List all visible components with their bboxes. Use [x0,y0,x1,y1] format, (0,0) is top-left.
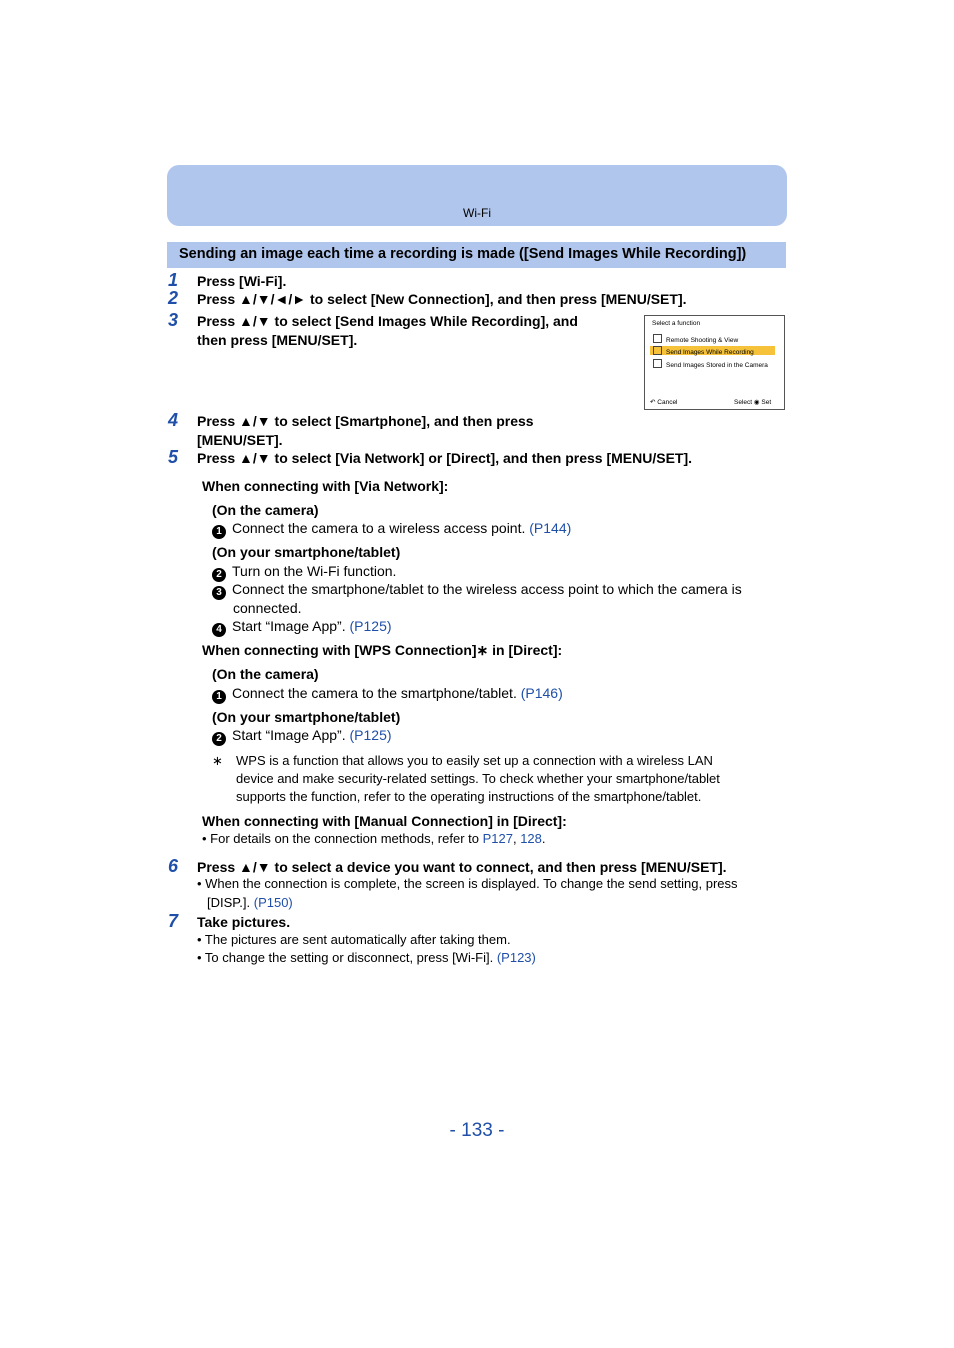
send-icon [653,346,662,355]
step-4-number: 4 [168,410,179,430]
via-network-step-1: 1 Connect the camera to a wireless access point. (P144) [212,519,571,539]
step-3-line1: Press ▲/▼ to select [Send Images While Recording], and [197,313,578,329]
link-p125[interactable]: (P125) [349,618,392,634]
back-arrow-icon: ↶ [650,399,656,406]
camera-screen [644,315,785,410]
step-4-line1: Press ▲/▼ to select [Smartphone], and then press [197,413,534,429]
step-7-note-2: • To change the setting or disconnect, press [Wi-Fi]. (P123) [197,950,536,965]
step-6-note-line2: [DISP.]. (P150) [207,895,293,910]
link-p146[interactable]: (P146) [520,685,563,701]
wps-note-line3: supports the function, refer to the operating instructions of the smartphone/tablet. [236,789,702,804]
wps-heading: When connecting with [WPS Connection]∗ in [Direct]: [202,642,563,658]
circled-number: 1 [212,690,226,704]
via-network-camera-label: (On the camera) [212,502,319,518]
header-title: Wi-Fi [463,206,491,220]
step-3-number: 3 [168,310,179,330]
camera-item-send-stored: Send Images Stored in the Camera [653,359,768,369]
via-network-heading: When connecting with [Via Network]: [202,478,449,494]
wps-step-2: 2 Start “Image App”. (P125) [212,726,392,746]
circled-number: 4 [212,623,226,637]
link-p123[interactable]: (P123) [496,950,536,965]
page-number: - 133 - [449,1120,505,1141]
link-p150[interactable]: (P150) [253,895,293,910]
wps-phone-label: (On your smartphone/tablet) [212,709,401,725]
circled-number: 2 [212,732,226,746]
step-5-text: Press ▲/▼ to select [Via Network] or [Direct], and then press [MENU/SET]. [197,450,693,466]
via-network-step-3-line2: connected. [233,600,302,616]
manual-text: • For details on the connection methods, refer to P127, 128. [202,831,546,846]
wps-note-line1: WPS is a function that allows you to easily set up a connection with a wireless LAN [236,753,713,768]
step-5-number: 5 [168,447,179,467]
remote-icon [653,334,662,343]
circled-number: 2 [212,568,226,582]
link-p127[interactable]: P127 [482,831,513,846]
step-6-text: Press ▲/▼ to select a device you want to connect, and then press [MENU/SET]. [197,859,727,875]
stored-icon [653,359,662,368]
step-2-number: 2 [168,288,179,308]
circled-number: 3 [212,586,226,600]
camera-item-remote: Remote Shooting & View [653,334,738,344]
wps-step-1: 1 Connect the camera to the smartphone/tablet. (P146) [212,684,563,704]
via-network-phone-label: (On your smartphone/tablet) [212,544,401,560]
circled-number: 1 [212,525,226,539]
via-network-step-4: 4 Start “Image App”. (P125) [212,617,392,637]
via-network-step-3: 3 Connect the smartphone/tablet to the wireless access point to which the camera is [212,580,742,600]
menu-set-icon: ◉ [753,399,760,406]
step-2-text: Press ▲/▼/◄/► to select [New Connection], and then press [MENU/SET]. [197,291,687,307]
step-1-number: 1 [168,270,179,290]
wps-note-line2: device and make security-related settings. To check whether your smartphone/tablet [236,771,720,786]
step-3-line2: then press [MENU/SET]. [197,332,358,348]
camera-item-send-recording: Send Images While Recording [653,346,754,356]
step-7-number: 7 [168,911,179,931]
camera-screen-title: Select a function [652,320,701,327]
link-p144[interactable]: (P144) [529,520,572,536]
section-title: Sending an image each time a recording is made ([Send Images While Recording]) [179,246,747,262]
camera-cancel: ↶ Cancel [650,399,678,406]
step-7-text: Take pictures. [197,914,291,930]
link-p125[interactable]: (P125) [349,727,392,743]
wps-note-mark: ∗ [212,753,223,768]
step-6-number: 6 [168,856,179,876]
wps-camera-label: (On the camera) [212,666,319,682]
via-network-step-2: 2 Turn on the Wi-Fi function. [212,562,396,582]
link-128[interactable]: 128 [520,831,542,846]
step-7-note-1: • The pictures are sent automatically after taking them. [197,932,511,947]
manual-heading: When connecting with [Manual Connection] in [Direct]: [202,813,567,829]
camera-select-set: Select ◉ Set [734,399,772,406]
step-4-line2: [MENU/SET]. [197,432,283,448]
step-6-note-line1: • When the connection is complete, the screen is displayed. To change the send setting, press [197,876,738,891]
step-1-text: Press [Wi-Fi]. [197,273,287,289]
